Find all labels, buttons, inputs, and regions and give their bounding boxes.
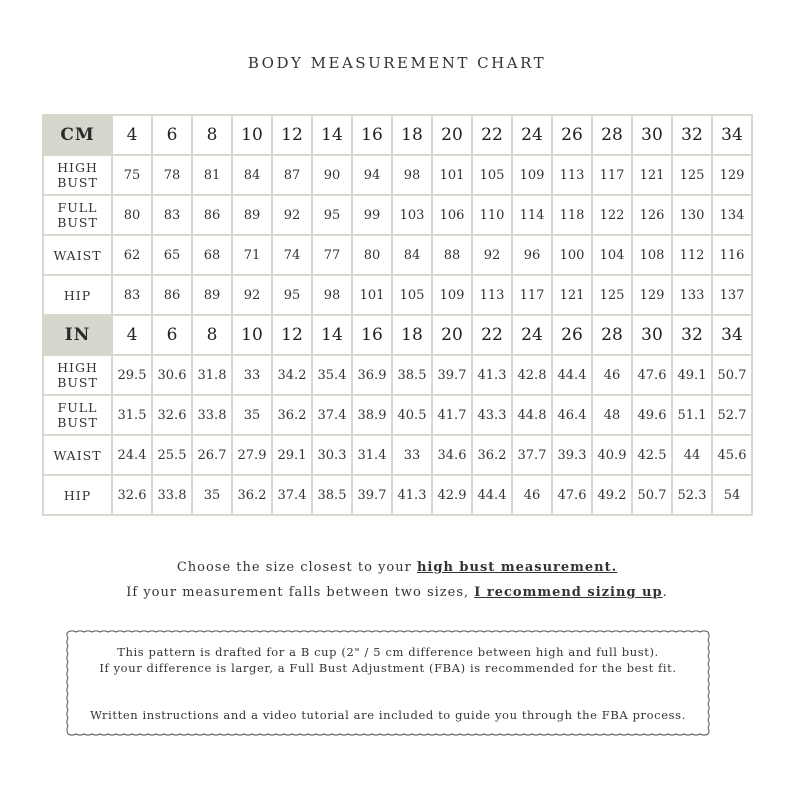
measurement-value-cell: 106	[432, 195, 472, 235]
measurement-value-cell: 80	[112, 195, 152, 235]
measurement-label	[43, 155, 112, 195]
measurement-label-line: BUST	[57, 215, 98, 230]
measurement-label	[43, 195, 112, 235]
measurement-value-cell: 137	[712, 275, 752, 315]
measurement-label-line: WAIST	[53, 447, 102, 463]
measurement-value-cell: 122	[592, 195, 632, 235]
measurement-label	[43, 435, 112, 475]
measurement-value-cell: 26.7	[192, 435, 232, 475]
measurement-label-line: HIGH	[57, 160, 98, 175]
measurement-row	[43, 475, 752, 515]
measurement-value-cell: 49.2	[592, 475, 632, 515]
measurement-label	[43, 275, 112, 315]
measurement-value-cell: 34.6	[432, 435, 472, 475]
measurement-row	[43, 275, 752, 315]
size-header-cell: 26	[552, 115, 592, 155]
measurement-value-cell: 88	[432, 235, 472, 275]
measurement-value-cell: 95	[312, 195, 352, 235]
measurement-value-cell: 45.6	[712, 435, 752, 475]
size-header-cell: 10	[232, 115, 272, 155]
measurement-label-line: HIP	[63, 487, 92, 503]
size-header-cell: 6	[152, 115, 192, 155]
measurement-value-cell: 44	[672, 435, 712, 475]
measurement-value-cell: 65	[152, 235, 192, 275]
measurement-value-cell: 86	[152, 275, 192, 315]
measurement-value-cell: 86	[192, 195, 232, 235]
measurement-row	[43, 395, 752, 435]
size-header-cell: 12	[272, 315, 312, 355]
measurement-value-cell: 30.3	[312, 435, 352, 475]
measurement-row	[43, 235, 752, 275]
measurement-value-cell: 129	[712, 155, 752, 195]
size-header-cell: 34	[712, 315, 752, 355]
measurement-value-cell: 92	[472, 235, 512, 275]
measurement-value-cell: 71	[232, 235, 272, 275]
measurement-label	[43, 355, 112, 395]
measurement-value-cell: 98	[392, 155, 432, 195]
measurement-value-cell: 92	[272, 195, 312, 235]
measurement-value-cell: 109	[432, 275, 472, 315]
measurement-value-cell: 25.5	[152, 435, 192, 475]
measurement-value-cell: 38.9	[352, 395, 392, 435]
measurement-value-cell: 47.6	[632, 355, 672, 395]
measurement-label-line: FULL	[57, 200, 98, 215]
measurement-value-cell: 125	[592, 275, 632, 315]
measurement-value-cell: 87	[272, 155, 312, 195]
unit-label: CM	[43, 115, 112, 155]
size-header-cell: 32	[672, 315, 712, 355]
measurement-value-cell: 46	[512, 475, 552, 515]
measurement-value-cell: 31.8	[192, 355, 232, 395]
measurement-label-line: FULL	[57, 400, 98, 415]
size-header-cell: 20	[432, 115, 472, 155]
measurement-value-cell: 33.8	[192, 395, 232, 435]
measurement-value-cell: 31.5	[112, 395, 152, 435]
advice-line-2-text: If your measurement falls between two sizes,	[126, 585, 475, 600]
measurement-value-cell: 46.4	[552, 395, 592, 435]
size-header-cell: 16	[352, 115, 392, 155]
measurement-value-cell: 32.6	[152, 395, 192, 435]
measurement-value-cell: 108	[632, 235, 672, 275]
measurement-label-line: BUST	[57, 175, 98, 190]
measurement-value-cell: 74	[272, 235, 312, 275]
measurement-value-cell: 54	[712, 475, 752, 515]
measurement-value-cell: 113	[472, 275, 512, 315]
measurement-value-cell: 104	[592, 235, 632, 275]
measurement-value-cell: 34.2	[272, 355, 312, 395]
measurement-value-cell: 49.1	[672, 355, 712, 395]
measurement-value-cell: 36.9	[352, 355, 392, 395]
size-header-cell: 32	[672, 115, 712, 155]
measurement-value-cell: 41.3	[392, 475, 432, 515]
measurement-value-cell: 133	[672, 275, 712, 315]
measurement-value-cell: 84	[392, 235, 432, 275]
measurement-value-cell: 62	[112, 235, 152, 275]
measurement-value-cell: 83	[152, 195, 192, 235]
measurement-value-cell: 44.4	[552, 355, 592, 395]
measurement-value-cell: 37.7	[512, 435, 552, 475]
measurement-value-cell: 95	[272, 275, 312, 315]
measurement-value-cell: 114	[512, 195, 552, 235]
measurement-value-cell: 89	[192, 275, 232, 315]
measurement-value-cell: 33	[392, 435, 432, 475]
measurement-value-cell: 129	[632, 275, 672, 315]
measurement-value-cell: 39.7	[352, 475, 392, 515]
measurement-value-cell: 50.7	[712, 355, 752, 395]
advice-line-1-text: Choose the size closest to your	[176, 560, 417, 575]
measurement-value-cell: 98	[312, 275, 352, 315]
measurement-value-cell: 80	[352, 235, 392, 275]
advice-line-1-emphasis: high bust measurement.	[416, 560, 618, 575]
measurement-value-cell: 92	[232, 275, 272, 315]
size-header-cell: 28	[592, 315, 632, 355]
chart-title: BODY MEASUREMENT CHART	[247, 54, 547, 72]
size-header-cell: 16	[352, 315, 392, 355]
measurement-label-line: HIGH	[57, 360, 98, 375]
measurement-value-cell: 99	[352, 195, 392, 235]
measurement-value-cell: 134	[712, 195, 752, 235]
measurement-value-cell: 105	[392, 275, 432, 315]
size-header-cell: 24	[512, 115, 552, 155]
measurement-label	[43, 395, 112, 435]
size-header-cell: 10	[232, 315, 272, 355]
size-header-cell: 12	[272, 115, 312, 155]
measurement-value-cell: 37.4	[272, 475, 312, 515]
measurement-value-cell: 35	[232, 395, 272, 435]
advice-line-2	[0, 585, 794, 600]
measurement-value-cell: 100	[552, 235, 592, 275]
measurement-value-cell: 105	[472, 155, 512, 195]
measurement-label	[43, 475, 112, 515]
measurement-value-cell: 29.1	[272, 435, 312, 475]
measurement-value-cell: 31.4	[352, 435, 392, 475]
measurement-value-cell: 35.4	[312, 355, 352, 395]
measurement-value-cell: 96	[512, 235, 552, 275]
size-header-cell: 8	[192, 115, 232, 155]
measurement-value-cell: 38.5	[392, 355, 432, 395]
size-header-cell: 14	[312, 315, 352, 355]
measurement-table	[42, 114, 753, 516]
measurement-value-cell: 24.4	[112, 435, 152, 475]
measurement-value-cell: 36.2	[272, 395, 312, 435]
measurement-value-cell: 29.5	[112, 355, 152, 395]
measurement-value-cell: 109	[512, 155, 552, 195]
measurement-value-cell: 117	[592, 155, 632, 195]
size-header-cell: 8	[192, 315, 232, 355]
measurement-value-cell: 40.5	[392, 395, 432, 435]
measurement-value-cell: 43.3	[472, 395, 512, 435]
measurement-value-cell: 126	[632, 195, 672, 235]
size-header-cell: 22	[472, 315, 512, 355]
size-header-cell: 4	[112, 115, 152, 155]
measurement-value-cell: 112	[672, 235, 712, 275]
notice-line-2: If your difference is larger, a Full Bust Adjustment (FBA) is recommended for the best fit.	[99, 661, 677, 675]
measurement-value-cell: 35	[192, 475, 232, 515]
size-header-cell: 18	[392, 115, 432, 155]
measurement-value-cell: 101	[432, 155, 472, 195]
measurement-value-cell: 36.2	[232, 475, 272, 515]
measurement-value-cell: 49.6	[632, 395, 672, 435]
measurement-value-cell: 118	[552, 195, 592, 235]
size-header-cell: 18	[392, 315, 432, 355]
size-header-cell: 34	[712, 115, 752, 155]
measurement-value-cell: 90	[312, 155, 352, 195]
measurement-value-cell: 36.2	[472, 435, 512, 475]
measurement-value-cell: 78	[152, 155, 192, 195]
size-header-cell: 6	[152, 315, 192, 355]
measurement-value-cell: 33	[232, 355, 272, 395]
measurement-value-cell: 103	[392, 195, 432, 235]
measurement-row	[43, 195, 752, 235]
measurement-value-cell: 32.6	[112, 475, 152, 515]
measurement-value-cell: 50.7	[632, 475, 672, 515]
measurement-value-cell: 110	[472, 195, 512, 235]
measurement-value-cell: 44.4	[472, 475, 512, 515]
measurement-value-cell: 27.9	[232, 435, 272, 475]
measurement-row	[43, 435, 752, 475]
measurement-value-cell: 39.7	[432, 355, 472, 395]
measurement-value-cell: 42.9	[432, 475, 472, 515]
measurement-value-cell: 121	[632, 155, 672, 195]
measurement-value-cell: 41.3	[472, 355, 512, 395]
measurement-value-cell: 39.3	[552, 435, 592, 475]
size-header-cell: 24	[512, 315, 552, 355]
measurement-value-cell: 44.8	[512, 395, 552, 435]
cm-table-size-header	[43, 115, 752, 155]
size-header-cell: 30	[632, 115, 672, 155]
size-header-cell: 4	[112, 315, 152, 355]
notice-line-1: This pattern is drafted for a B cup (2" / 5 cm difference between high and full bust).	[117, 645, 659, 659]
advice-line-2-suffix: .	[662, 585, 668, 600]
measurement-value-cell: 52.7	[712, 395, 752, 435]
measurement-value-cell: 47.6	[552, 475, 592, 515]
measurement-label-line: WAIST	[53, 247, 102, 263]
measurement-value-cell: 30.6	[152, 355, 192, 395]
measurement-value-cell: 77	[312, 235, 352, 275]
measurement-value-cell: 94	[352, 155, 392, 195]
measurement-value-cell: 33.8	[152, 475, 192, 515]
measurement-value-cell: 113	[552, 155, 592, 195]
unit-label: IN	[43, 315, 112, 355]
measurement-label-line: BUST	[57, 415, 98, 430]
measurement-value-cell: 38.5	[312, 475, 352, 515]
measurement-value-cell: 83	[112, 275, 152, 315]
notice-line-3: Written instructions and a video tutorial are included to guide you through the FBA process.	[90, 708, 686, 722]
measurement-value-cell: 121	[552, 275, 592, 315]
measurement-label-line: HIP	[63, 287, 92, 303]
measurement-value-cell: 117	[512, 275, 552, 315]
measurement-value-cell: 81	[192, 155, 232, 195]
measurement-value-cell: 51.1	[672, 395, 712, 435]
measurement-row	[43, 355, 752, 395]
size-header-cell: 26	[552, 315, 592, 355]
measurement-value-cell: 37.4	[312, 395, 352, 435]
size-header-cell: 30	[632, 315, 672, 355]
measurement-value-cell: 125	[672, 155, 712, 195]
measurement-value-cell: 84	[232, 155, 272, 195]
size-header-cell: 20	[432, 315, 472, 355]
size-header-cell: 22	[472, 115, 512, 155]
measurement-value-cell: 75	[112, 155, 152, 195]
measurement-value-cell: 130	[672, 195, 712, 235]
measurement-value-cell: 89	[232, 195, 272, 235]
measurement-row	[43, 155, 752, 195]
measurement-value-cell: 48	[592, 395, 632, 435]
measurement-value-cell: 42.5	[632, 435, 672, 475]
measurement-value-cell: 41.7	[432, 395, 472, 435]
fba-notice-box	[64, 628, 712, 738]
in-table-size-header	[43, 315, 752, 355]
measurement-value-cell: 40.9	[592, 435, 632, 475]
size-header-cell: 28	[592, 115, 632, 155]
measurement-value-cell: 46	[592, 355, 632, 395]
measurement-value-cell: 116	[712, 235, 752, 275]
measurement-value-cell: 42.8	[512, 355, 552, 395]
measurement-label-line: BUST	[57, 375, 98, 390]
advice-line-1	[0, 560, 794, 575]
advice-line-2-emphasis: I recommend sizing up	[474, 585, 663, 600]
measurement-value-cell: 68	[192, 235, 232, 275]
measurement-value-cell: 52.3	[672, 475, 712, 515]
measurement-label	[43, 235, 112, 275]
measurement-value-cell: 101	[352, 275, 392, 315]
size-header-cell: 14	[312, 115, 352, 155]
